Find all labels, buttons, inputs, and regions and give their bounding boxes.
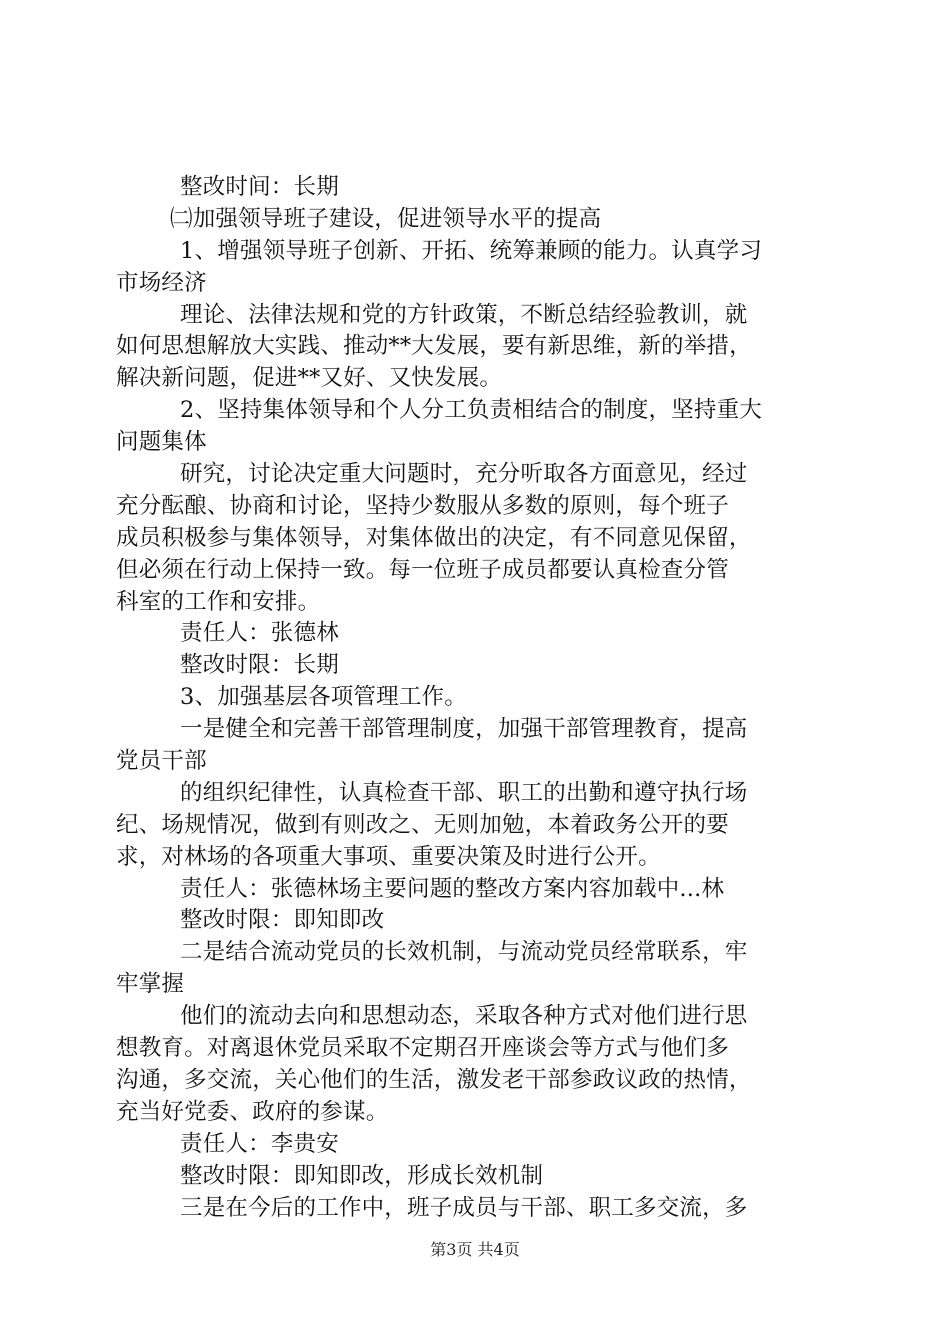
text-line: 三是在今后的工作中，班子成员与干部、职工多交流，多 [180,1194,748,1221]
page-number-footer: 第3页 共4页 [430,1240,520,1259]
text-line: 充当好党委、政府的参谋。 [116,1098,389,1125]
text-line: 如何思想解放大实践、推动**大发展，要有新思维，新的举措， [116,333,752,360]
text-line: 一是健全和完善干部管理制度，加强干部管理教育，提高 [180,716,748,743]
text-line: 的组织纪律性，认真检查干部、职工的出勤和遵守执行场 [180,779,748,806]
text-line: 二是结合流动党员的长效机制，与流动党员经常联系，牢 [180,939,748,966]
text-line: 纪、场规情况，做到有则改之、无则加勉，本着政务公开的要 [116,811,729,838]
text-line: 整改时限：即知即改 [180,907,385,934]
text-line: 充分酝酿、协商和讨论，坚持少数服从多数的原则，每个班子 [116,492,729,519]
text-line: 3、加强基层各项管理工作。 [180,684,467,711]
text-line: 整改时限：即知即改，形成长效机制 [180,1162,544,1189]
document-body [116,172,834,1224]
text-line: 牢掌握 [116,971,185,998]
text-line: 2、坚持集体领导和个人分工负责相结合的制度，坚持重大 [180,397,763,424]
text-line: 责任人：张德林场主要问题的整改方案内容加载中...林 [180,875,725,902]
text-line: 求，对林场的各项重大事项、重要决策及时进行公开。 [116,843,661,870]
text-line: 责任人：张德林 [180,620,339,647]
text-line: 沟通，多交流，关心他们的生活，激发老干部参政议政的热情， [116,1066,752,1093]
text-line: 解决新问题，促进**又好、又快发展。 [116,365,503,392]
text-line: 科室的工作和安排。 [116,588,321,615]
text-line: 党员干部 [116,748,207,775]
text-line: 整改时间：长期 [180,174,339,200]
text-line: 成员积极参与集体领导，对集体做出的决定，有不同意见保留， [116,524,752,551]
text-line: 问题集体 [116,429,207,456]
text-line: 研究，讨论决定重大问题时，充分听取各方面意见，经过 [180,461,748,488]
text-line: 想教育。对离退休党员采取不定期召开座谈会等方式与他们多 [116,1035,729,1062]
text-line: 1、增强领导班子创新、开拓、统筹兼顾的能力。认真学习 [180,237,763,264]
text-line: 他们的流动去向和思想动态，采取各种方式对他们进行思 [180,1003,748,1030]
text-line: 责任人：李贵安 [180,1130,339,1157]
text-line: 市场经济 [116,269,207,296]
text-line: 理论、法律法规和党的方针政策，不断总结经验教训，就 [180,301,748,328]
text-line: 但必须在行动上保持一致。每一位班子成员都要认真检查分管 [116,556,729,583]
text-line: ㈡加强领导班子建设，促进领导水平的提高 [170,205,602,232]
text-line: 整改时限：长期 [180,652,339,679]
